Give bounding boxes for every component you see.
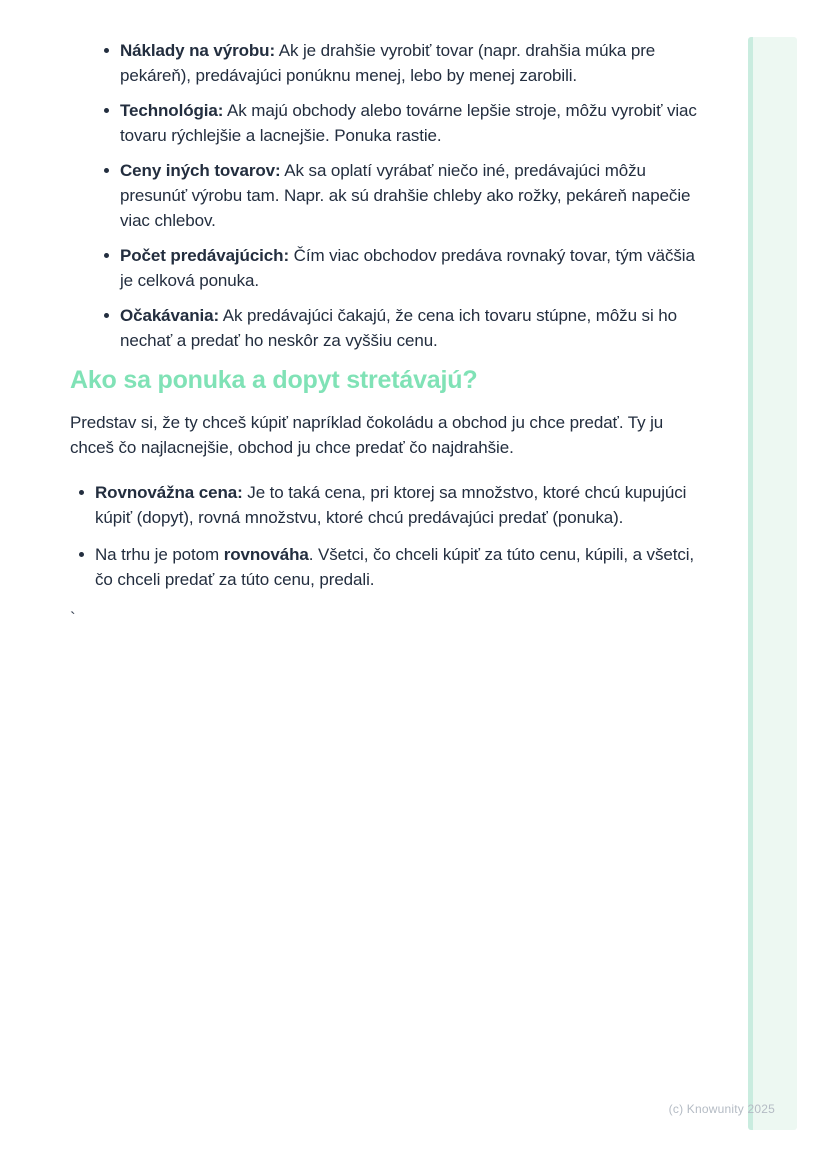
bullet-icon [104,313,109,318]
document-page [70,38,715,631]
list-item-label: Očakávania: [120,306,220,325]
list-item [120,38,705,88]
equilibrium-list [95,480,715,592]
page-edge-stripe [748,37,797,1130]
list-item-label: Náklady na výrobu: [120,41,276,60]
list-item-label: Rovnovážna cena: [95,483,243,502]
bullet-icon [79,552,84,557]
list-item-bold: rovnováha [223,545,309,564]
section-heading: Ako sa ponuka a dopyt stretávajú? [70,366,478,394]
list-item-label: Počet predávajúcich: [120,246,290,265]
bullet-icon [104,253,109,258]
bullet-icon [104,168,109,173]
list-item [95,480,715,530]
list-item-label: Ceny iných tovarov: [120,161,281,180]
list-item [120,158,705,233]
bullet-icon [79,490,84,495]
list-item-text: Ak sa oplatí vyrábať niečo iné, predávajúci môžu presunúť výrobu tam. Napr. ak sú drahšie chleby ako rožky, pekáreň napečie viac chlebov. [120,161,691,230]
list-item [95,542,715,592]
list-item [120,98,705,148]
supply-factors-list [120,38,715,353]
stray-backtick: ` [70,609,76,628]
list-item [120,303,705,353]
list-item-text: Ak majú obchody alebo továrne lepšie stroje, môžu vyrobiť viac tovaru rýchlejšie a lacnejšie. Ponuka rastie. [120,101,697,145]
list-item-text: Ak predávajúci čakajú, že cena ich tovaru stúpne, môžu si ho nechať a predať ho neskôr za vyššiu cenu. [120,306,677,350]
bullet-icon [104,48,109,53]
list-item-text: Čím viac obchodov predáva rovnaký tovar, tým väčšia je celková ponuka. [120,246,695,290]
list-item-text: Je to taká cena, pri ktorej sa množstvo, ktoré chcú kupujúci kúpiť (dopyt), rovná množstvu, ktoré chcú predávajúci predať (ponuka). [95,483,687,527]
list-item-label: Technológia: [120,101,224,120]
list-item-text: Ak je drahšie vyrobiť tovar (napr. drahšia múka pre pekáreň), predávajúci ponúknu menej, lebo by menej zarobili. [120,41,656,85]
intro-paragraph: Predstav si, že ty chceš kúpiť napríklad čokoládu a obchod ju chce predať. Ty ju chceš čo najlacnejšie, obchod ju chce predať čo najdrahšie. [70,413,664,457]
list-item-text: Na trhu je potom [95,545,220,564]
list-item-text: . Všetci, čo chceli kúpiť za túto cenu, kúpili, a všetci, čo chceli predať za túto cenu, predali. [95,545,695,589]
bullet-icon [104,108,109,113]
list-item [120,243,705,293]
page-footer: (c) Knowunity 2025 [668,1102,775,1116]
